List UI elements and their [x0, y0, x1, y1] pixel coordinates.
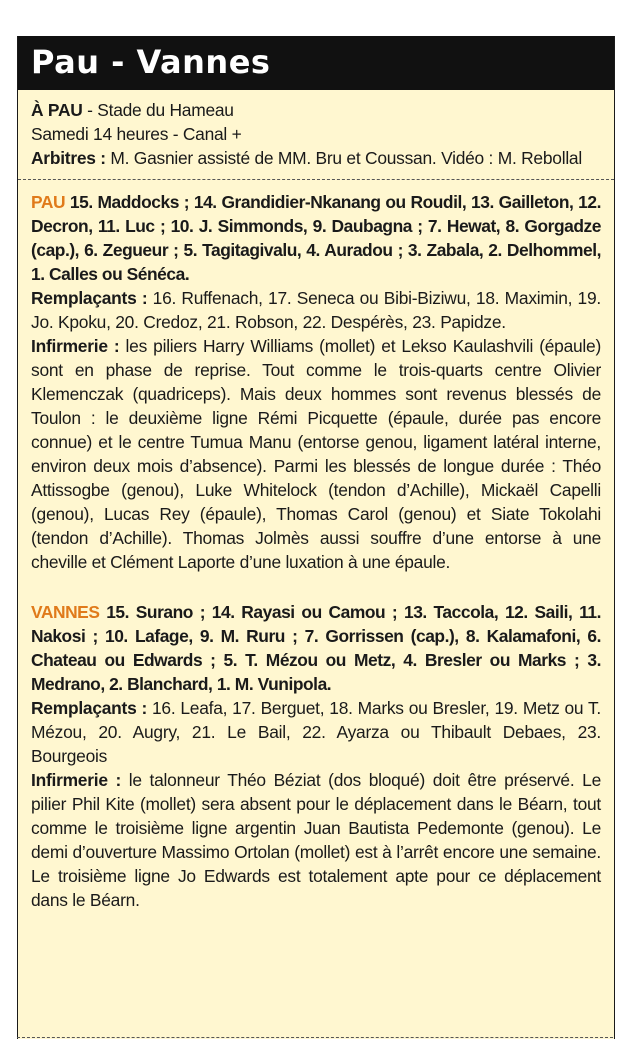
referees-label: Arbitres : [31, 148, 106, 168]
pau-subs-text: 16. Ruffenach, 17. Seneca ou Bibi-Biziwu, 18. Maximin, 19. Jo. Kpoku, 20. Credoz, 21. Robson, 22. Despérès, 23. Papidze. [31, 288, 601, 332]
vannes-lineup [31, 600, 601, 696]
match-info [18, 90, 614, 180]
vannes-team-name: VANNES [31, 602, 100, 622]
vannes-injury-label: Infirmerie : [31, 770, 122, 790]
venue-label: À PAU [31, 100, 83, 120]
vannes-injuries [31, 768, 601, 912]
match-box [17, 36, 615, 1039]
pau-injury-text: les piliers Harry Williams (mollet) et Lekso Kaulashvili (épaule) sont en phase de reprise. Tout comme le trois-quarts centre Olivier Klemenczak (quadriceps). Mais deux hommes sont revenus blessés de Toulon : le deuxième ligne Rémi Picquette (épaule, durée pas encore connue) et le centre Tumua Manu (entorse genou, ligament latéral interne, environ deux mois d’absence). Parmi les blessés de longue durée : Théo Attissogbe (genou), Luke Whitelock (tendon d’Achille), Mickaël Capelli (genou), Lucas Rey (épaule), Thomas Carol (genou) et Siate Tokolahi (tendon d’Achille). Thomas Jolmès aussi souffre d’une entorse à une cheville et Clément Laporte d’une luxation à une épaule. [31, 336, 602, 572]
vannes-subs-label: Remplaçants : [31, 698, 148, 718]
referees-text: M. Gasnier assisté de MM. Bru et Coussan. Vidéo : M. Rebollal [105, 148, 582, 168]
pau-subs-label: Remplaçants : [31, 288, 148, 308]
vannes-injury-text: le talonneur Théo Béziat (dos bloqué) doit être préservé. Le pilier Phil Kite (mollet) sera absent pour le déplacement dans le Béarn, tout comme le troisième ligne argentin Juan Bautista Pedemonte (genou). Le demi d’ouverture Massimo Ortolan (mollet) est à l’arrêt encore une semaine. Le troisième ligne Jo Edwards est totalement apte pour ce déplacement dans le Béarn. [31, 770, 602, 910]
pau-lineup-text: 15. Maddocks ; 14. Grandidier-Nkanang ou Roudil, 13. Gailleton, 12. Decron, 11. Luc ; 10. J. Simmonds, 9. Daubagna ; 7. Hewat, 8. Gorgadze (cap.), 6. Zegueur ; 5. Tagitagivalu, 4. Auradou ; 3. Zabala, 2. Delhommel, 1. Calles ou Sénéca. [31, 192, 601, 284]
match-title: Pau - Vannes [18, 36, 614, 90]
vannes-lineup-text: 15. Surano ; 14. Rayasi ou Camou ; 13. Taccola, 12. Saili, 11. Nakosi ; 10. Lafage, 9. M. Ruru ; 7. Gorrissen (cap.), 8. Kalamafoni, 6. Chateau ou Edwards ; 5. T. Mézou ou Metz, 4. Bresler ou Marks ; 3. Medrano, 2. Blanchard, 1. M. Vunipola. [31, 602, 601, 694]
pau-section [18, 180, 614, 582]
referees-line [31, 146, 601, 170]
pau-team-name: PAU [31, 192, 66, 212]
vannes-section [18, 582, 614, 920]
bottom-divider [17, 1037, 613, 1038]
venue-place: - Stade du Hameau [82, 100, 234, 120]
pau-subs [31, 286, 601, 334]
kickoff-line: Samedi 14 heures - Canal + [31, 124, 242, 144]
vannes-subs [31, 696, 601, 768]
pau-injuries [31, 334, 601, 574]
pau-lineup [31, 190, 601, 286]
venue-line [31, 98, 601, 122]
pau-injury-label: Infirmerie : [31, 336, 120, 356]
vannes-subs-text: 16. Leafa, 17. Berguet, 18. Marks ou Bresler, 19. Metz ou T. Mézou, 20. Augry, 21. Le Bail, 22. Ayarza ou Thibault Debaes, 23. Bourgeois [31, 698, 602, 766]
